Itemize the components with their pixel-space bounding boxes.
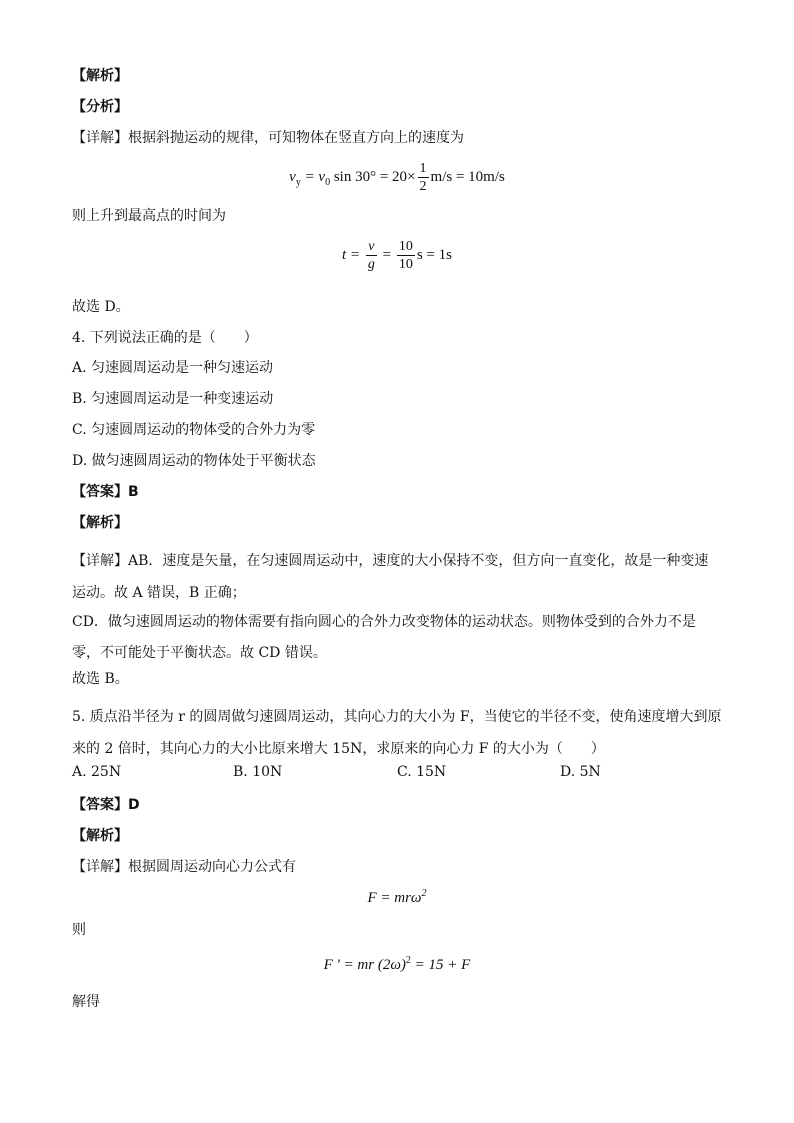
numerator: 1 [419,161,427,176]
answer-label: 【答案】B [72,484,139,500]
eq-text: F ' = mr (2ω) [323,957,406,973]
eq-var: = v [300,168,326,185]
option-d: D. 做匀速圆周运动的物体处于平衡状态 [72,453,316,469]
eq-text: = 15 + F [410,957,471,973]
equation-new-force [0,955,794,974]
question-4: 4. 下列说法正确的是（ ） [72,330,258,346]
option-a: A. 匀速圆周运动是一种匀速运动 [72,360,274,376]
numerator: 10 [398,239,413,254]
conclusion-line: 故选 B。 [72,671,129,687]
conclusion-line: 故选 D。 [72,299,130,315]
option-c: C. 15N [397,764,447,780]
detail-line: 【详解】根据圆周运动向心力公式有 [72,859,296,875]
section-label-fenxi: 【分析】 [72,99,128,115]
answer-label: 【答案】D [72,797,140,813]
fraction [366,238,377,273]
eq-text: F = mrω [367,890,422,906]
fraction [418,160,429,195]
option-b: B. 匀速圆周运动是一种变速运动 [72,391,274,407]
eq-sup: 2 [405,955,411,966]
detail-paragraph: 【详解】AB．速度是矢量，在匀速圆周运动中，速度的大小保持不变，但方向一直变化，故是一种变速运动。故 A 错误，B 正确； [72,553,709,601]
eq-text: = [378,246,395,263]
option-d: D. 5N [560,764,601,780]
eq-sub: 0 [325,176,331,188]
eq-text: s = 1s [416,246,452,263]
detail-paragraph: CD．做匀速圆周运动的物体需要有指向圆心的合外力改变物体的运动状态。则物体受到的合外力不是零，不可能处于平衡状态。故 CD 错误。 [72,614,696,661]
eq-var: t = [342,246,364,263]
text-line: 则 [72,922,86,938]
numerator: v [366,238,377,256]
option-c: C. 匀速圆周运动的物体受的合外力为零 [72,422,316,438]
fraction [397,238,415,273]
text-line: 解得 [72,994,100,1010]
equation-centripetal [0,888,794,907]
question-5: 5. 质点沿半径为 r 的圆周做匀速圆周运动，其向心力的大小为 F，当使它的半径不变，使角速度增大到原来的 2 倍时，其向心力的大小比原来增大 15N，求原来的向心力 F 的大小为（ ） [72,709,722,757]
eq-text: m/s = 10m/s [430,168,505,185]
text-line: 则上升到最高点的时间为 [72,208,226,224]
section-label-analysis: 【解析】 [72,515,128,531]
detail-line: 【详解】根据斜抛运动的规律，可知物体在竖直方向上的速度为 [72,130,464,146]
eq-sub: y [295,176,301,188]
equation-time [0,238,794,273]
option-a: A. 25N [72,764,122,780]
eq-sup: 2 [421,888,427,899]
denominator: g [367,257,375,272]
denominator: 2 [419,179,427,194]
eq-var: v [289,168,296,185]
section-label-analysis: 【解析】 [72,828,128,844]
eq-text: sin 30° = 20× [330,168,416,185]
section-label-analysis: 【解析】 [72,68,128,84]
option-b: B. 10N [233,764,283,780]
equation-vy [0,160,794,195]
denominator: 10 [398,257,413,272]
